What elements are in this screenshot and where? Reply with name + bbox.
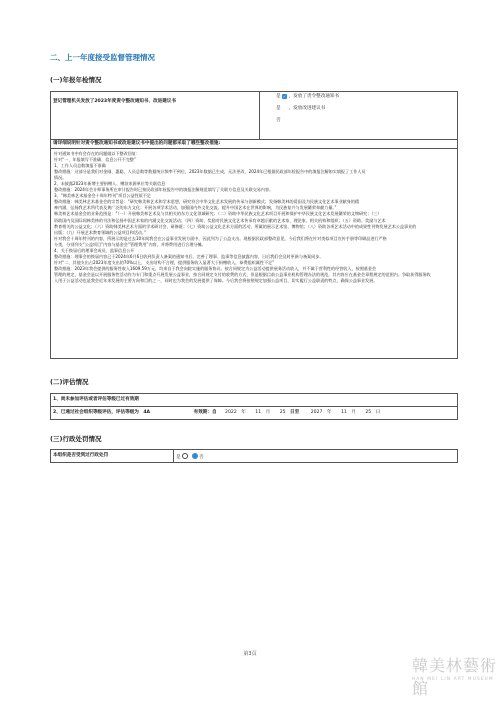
radio-checked-icon[interactable] (192, 453, 198, 459)
body-line: 入用于公益活动也是我会近年来发展的主要方向和目的之一，同时也为我会的发展提供了保障。今后我会将按照规定加强公益项目，切实履行公益职责的特点，确保公益事业发展。 (54, 277, 378, 283)
start-month: 11 (255, 410, 262, 415)
body-line: 神内涵，弘扬我艺术所代表及黄广泛的东方文化；开展各项学术活动，加强国内外文化交流，提升中国艺术在世界的影响，为民族复兴与发展繁荣奉献力量。” (54, 205, 337, 211)
body-line: 资助国内及国际间韩美林的书法和弘扬中国艺术家的内涵文化交流活动；（四）资助、奖励对民族文化艺术传承有卓越贡献的艺术家、理论家、相关机构和组织；（五）资助、奖励与艺术 (54, 217, 386, 223)
month-unit: 月 (265, 410, 271, 415)
body-line: 情况。 (54, 175, 67, 181)
body-line: 整改措施：韩美林艺术基金会的宗旨是：“研究韩美林艺术和学术思想，研究符合中华文化艺术发展的传承与创新模式；发扬韩美林的爱国及为民族文化艺术事业献身的精 (54, 199, 360, 205)
body-line: 针对我会十周年特刊的内容，所展示的是过去10年间我会在公益事业发展方面中，因此列为了公益支出。现根据民政部整改意见，今后我们将在针对类似项目宣传手册等印刷品进行严格 (54, 235, 387, 241)
body-line: 分类，分别列支“公益项目”内容与基金会“管理费用”内容，并将费用进行合理分摊。 (54, 241, 206, 247)
start-year: 2022 (225, 410, 237, 415)
penalty-no-text: 否 (199, 455, 204, 460)
penalty-yes-text: 是 (176, 455, 181, 460)
body-line: 管理的规定，基金会是以开展服务性活动作为专门和重点开展发展公益事业，按合同规定支付的收费的方式，但是根据目前公益事业机构管理办法的规范，其内容应在基金会章程规定的范围内。争取获得服务收 (54, 271, 431, 277)
penalty-table (50, 449, 458, 463)
body-line: 2、未披露2023年新增主要捐赠人、赠款来源单位等关联信息 (54, 181, 166, 187)
section2-title: (二)评估情况 (50, 378, 89, 386)
penalty-label: 本组织是否受到过行政处罚 (51, 450, 174, 463)
notice-options (260, 92, 458, 140)
section3-title: (三)行政处罚情况 (50, 435, 102, 443)
body-line: 整改措施：2023年我会提供的服务性收入1609.59万元，均来自于我会向院实施的服务协议。按合同规定为公益活动提供展务活动收入，并不属于营利性的经营收入，按照基金会 (54, 265, 377, 271)
annual-inspection-table (50, 91, 458, 359)
penalty-options (174, 450, 458, 463)
opt-rectify-text: ，发放了责令整改通知书 (288, 94, 340, 99)
body-line: 整改措施：理事会的换届内容已于2024年6月6日收到负责人备案的通知书后，完善了理事、监事等信息披露内容，日后我们会及时更新与备案同步。 (54, 253, 324, 259)
valid-label: 有效期：自 (193, 410, 217, 415)
body-line: 针对“一、年报填写不准确、信息公开不完整” (54, 157, 137, 163)
body-line: 1、工作人员总数填报不准确 (54, 163, 106, 169)
opt-improve-text: ，发放改进建议书 (288, 106, 326, 112)
radio-unchecked-icon[interactable] (182, 453, 188, 459)
notice-issued-label: 登记管理机关发放了2023年度责令整改通知书、改进建议书 (51, 92, 260, 140)
evaluated-label: 2、已通过社会组织等级评估，评估等级为 (53, 410, 139, 415)
body-line: 整改措施：这部分是我们对金刚、惠聪、人员总数等数据统计频率不到位，2023年数据已生成，无法更改，2024年已根据民政部年检报告中的填报注解如实填报了工作人员 (54, 169, 366, 175)
body-line: 韩美林艺术基金会的业务范围是：“（一）开展韩美林艺术及与其相关的东方文化领域研究；（二）资助中华民族文化艺术项目开展和保护中华民族文化艺术发展繁荣的文物研究；（三） (54, 211, 382, 217)
year-unit: 年 (326, 410, 332, 415)
day-unit: 日 (375, 410, 381, 415)
year-unit: 年 (241, 410, 246, 415)
body-line: 针对通知书中有会存在的问题做以下整改回复： (54, 151, 140, 156)
start-day: 25 (279, 410, 286, 415)
end-day: 25 (365, 410, 372, 415)
grade-value: 4A (143, 410, 151, 415)
body-line: 4、关于换届后的理事会成员、监事信息公开 (54, 247, 135, 253)
page-number: 第3页 (243, 651, 257, 657)
section-heading: 二、上一年度接受监督管理情况 (50, 53, 155, 62)
watermark-logo: 韓美林藝術館 (412, 656, 498, 698)
checkbox-checked-icon[interactable]: ✓ (282, 94, 287, 99)
watermark-english: HAN MEI LIN ART MUSEUM (412, 676, 494, 681)
not-evaluated-row: 1、尚未参加评估或者评估等级已过有效期 (51, 394, 458, 407)
measures-label: 请详细说明针对责令整改通知书或改进建议书中提出的问题都采取了哪些整改措施: (51, 140, 458, 149)
end-year: 2027 (310, 410, 323, 415)
evaluation-table (50, 393, 458, 420)
body-line: 针对“二、其他支出占2023年度支出的70%以上，支出结构不合理，提供服务收入显著大于捐赠收入，恭费组织属性不足” (54, 259, 275, 265)
opt-no-text: 否 (276, 118, 281, 124)
end-month: 11 (340, 410, 347, 415)
opt-yes2-text: 是 (276, 106, 281, 112)
body-line: 出版；（九）开展艺术教育领域的公益项目和活动。” (54, 229, 147, 235)
body-line: 教育相关的公益文化；（六）资助韩美林艺术方面的学术研讨会、研修班；（七）资助公益文化艺术方面的活动，所属的展示艺术馆、博物馆；（八）资助各项艺术活动中的成果性刊物发展艺术公益事业的 (54, 223, 417, 229)
to-label: 日至 (290, 410, 300, 415)
measures-body (51, 149, 458, 359)
opt-yes-text: 是 (276, 94, 281, 99)
section1-title: (一)年报年检情况 (50, 76, 102, 84)
body-line: 3、“韩美林艺术基金会十周年特刊”项目公益性质不足 (54, 193, 151, 199)
month-unit: 月 (351, 410, 356, 415)
body-line: 整改措施：2024年会计师事务所在审计报告时已按民政部年检报告中的填报注解规范填写了关联方信息及关联交易内容。 (54, 187, 274, 193)
evaluated-row (51, 407, 458, 420)
